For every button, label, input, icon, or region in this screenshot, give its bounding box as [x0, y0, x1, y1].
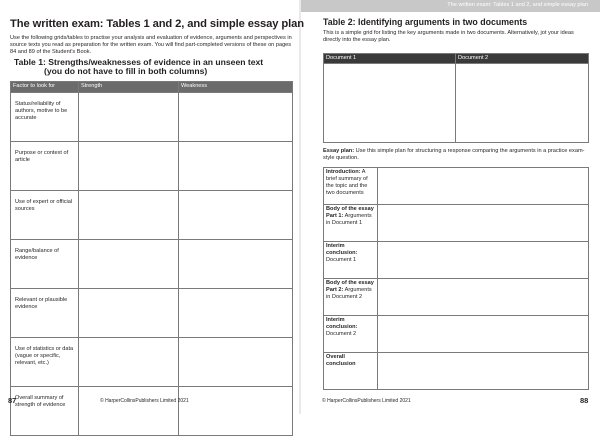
factor-label: Use of expert or official sources	[11, 191, 79, 240]
factor-label: Range/balance of evidence	[11, 240, 79, 289]
right-intro-text: This is a simple grid for listing the key arguments made in two documents. Alternatively, jot your ideas directly into the essay plan.	[323, 30, 574, 44]
factor-label: Use of statistics or data (vague or specific, relevant, etc.)	[11, 338, 79, 387]
plan-label	[324, 353, 378, 390]
strength-cell[interactable]	[79, 240, 179, 289]
essay-plan-text: Use this simple plan for structuring a response comparing the arguments in a practice exam-style question.	[323, 148, 585, 162]
plan-label-text: Document 1	[326, 257, 357, 263]
table1-col-strength: Strength	[79, 82, 179, 93]
table-row	[324, 353, 589, 390]
table2-title: Table 2: Identifying arguments in two documents	[323, 17, 528, 27]
strength-cell[interactable]	[79, 338, 179, 387]
table1-col-weakness: Weakness	[179, 82, 293, 93]
plan-label-text: Arguments in Document 2	[326, 287, 372, 300]
left-intro-text: Use the following grids/tables to practise your analysis and evaluation of evidence, arguments and perspectives in source texts you read as preparation for the written exam. You will find part-completed versions of these on pages 84 and 89 of the Student’s Book.	[10, 35, 292, 56]
page-number-right: 88	[580, 396, 589, 405]
table-row	[11, 289, 293, 338]
table1	[10, 81, 293, 436]
table-row	[324, 205, 589, 242]
weakness-cell[interactable]	[179, 191, 293, 240]
plan-cell[interactable]	[378, 168, 589, 205]
plan-label-bold: Interim conclusion:	[326, 243, 358, 256]
weakness-cell[interactable]	[179, 142, 293, 191]
plan-label	[324, 205, 378, 242]
plan-cell[interactable]	[378, 353, 589, 390]
strength-cell[interactable]	[79, 387, 179, 436]
plan-cell[interactable]	[378, 316, 589, 353]
table-row	[11, 338, 293, 387]
table-row	[324, 64, 589, 143]
table-row	[11, 93, 293, 142]
plan-label-bold: Introduction:	[326, 169, 361, 175]
plan-label-bold: Body of the essay Part 1:	[326, 206, 374, 219]
plan-label-text: A brief summary of the topic and the two documents	[326, 169, 368, 196]
plan-cell[interactable]	[378, 205, 589, 242]
plan-cell[interactable]	[378, 242, 589, 279]
table-row	[11, 142, 293, 191]
table-row	[324, 242, 589, 279]
factor-label: Overall summary of strength of evidence	[11, 387, 79, 436]
weakness-cell[interactable]	[179, 387, 293, 436]
running-header-text: The written exam: Tables 1 and 2, and simple essay plan	[447, 2, 588, 8]
page-title: The written exam: Tables 1 and 2, and simple essay plan	[10, 18, 304, 30]
plan-label	[324, 316, 378, 353]
strength-cell[interactable]	[79, 93, 179, 142]
table1-col-factor: Factor to look for	[11, 82, 79, 93]
strength-cell[interactable]	[79, 142, 179, 191]
table1-title-line1: Table 1: Strengths/weaknesses of evidence in an unseen text	[14, 57, 264, 67]
table2-col-document1: Document 1	[324, 54, 456, 64]
weakness-cell[interactable]	[179, 338, 293, 387]
table1-header-row	[11, 82, 293, 93]
strength-cell[interactable]	[79, 191, 179, 240]
plan-label-bold: Body of the essay Part 2:	[326, 280, 374, 293]
essay-plan-label: Essay plan:	[323, 148, 355, 154]
plan-label	[324, 242, 378, 279]
page-gutter	[299, 0, 301, 414]
plan-cell[interactable]	[378, 279, 589, 316]
footer-right: © HarperCollinsPublishers Limited 2021	[322, 398, 411, 404]
factor-label: Relevant or plausible evidence	[11, 289, 79, 338]
table1-title	[14, 58, 294, 77]
strength-cell[interactable]	[79, 289, 179, 338]
essay-plan-intro	[323, 148, 588, 162]
factor-label: Purpose or context of article	[11, 142, 79, 191]
essay-plan-table	[323, 167, 589, 390]
weakness-cell[interactable]	[179, 240, 293, 289]
plan-label-bold: Overall conclusion	[326, 354, 356, 367]
table-row	[324, 168, 589, 205]
document2-cell[interactable]	[456, 64, 589, 143]
factor-label: Status/reliability of authors, motive to be accurate	[11, 93, 79, 142]
footer-left: © HarperCollinsPublishers Limited 2021	[100, 398, 189, 404]
plan-label-bold: Interim conclusion:	[326, 317, 358, 330]
table2-col-document2: Document 2	[456, 54, 589, 64]
table-row	[11, 191, 293, 240]
table-row	[11, 240, 293, 289]
table-row	[11, 387, 293, 436]
table1-title-line2: (you do not have to fill in both columns)	[44, 66, 208, 77]
running-header	[301, 0, 600, 12]
table2-header-row	[324, 54, 589, 64]
plan-label	[324, 279, 378, 316]
table-row	[324, 279, 589, 316]
weakness-cell[interactable]	[179, 289, 293, 338]
page-number-left: 87	[8, 396, 17, 405]
document1-cell[interactable]	[324, 64, 456, 143]
table2	[323, 53, 589, 143]
plan-label	[324, 168, 378, 205]
weakness-cell[interactable]	[179, 93, 293, 142]
plan-label-text: Arguments in Document 1	[326, 213, 372, 226]
table-row	[324, 316, 589, 353]
plan-label-text: Document 2	[326, 331, 357, 337]
